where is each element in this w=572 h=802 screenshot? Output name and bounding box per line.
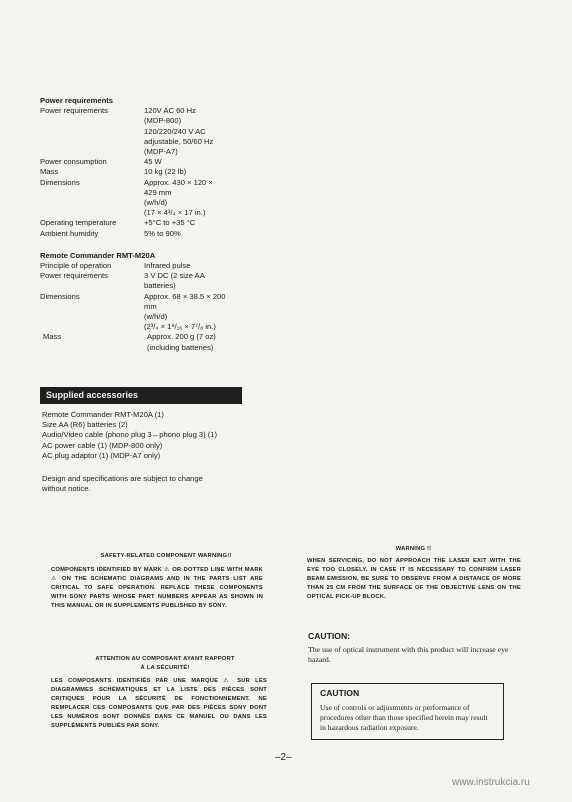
spec-row (40, 218, 300, 228)
safety-warning-title: SAFETY-RELATED COMPONENT WARNING!! (100, 553, 232, 559)
spec-value-line: 120V AC 60 Hz (144, 106, 196, 116)
attention-title-line: ATTENTION AU COMPOSANT AYANT RAPPORT (95, 656, 235, 662)
spec-label: Power requirements (40, 271, 108, 281)
spec-label: Operating temperature (40, 218, 117, 228)
laser-warning-text: WHEN SERVICING, DO NOT APPROACH THE LASER EXIT WITH THE EYE TOO CLOSELY. IN CASE IT IS NECESSARY TO CONFIRM LASER BEAM EMISSION, BE SURE TO OBSERVE FROM A DISTANCE OF MORE THAN 25 CM FROM THE SURFACE OF THE OBJECTIVE LENS ON THE OPTICAL PICK-UP BLOCK. (307, 558, 521, 600)
spec-value-line: 429 mm (144, 187, 172, 197)
accessories-list (42, 410, 302, 461)
spec-value-line: 10 kg (22 lb) (144, 167, 187, 177)
accessory-item: AC plug adaptor (1) (MDP-A7 only) (42, 450, 161, 460)
safety-warning-text: COMPONENTS IDENTIFIED BY MARK ⚠ OR DOTTED LINE WITH MARK ⚠ ON THE SCHEMATIC DIAGRAMS AND IN THE PARTS LIST ARE CRITICAL TO SAFE OPERATION. REPLACE THESE COMPONENTS WITH SONY PARTS WHOSE PART NUMBERS APPEAR AS SHOWN IN THIS MANUAL OR IN SUPPLEMENTS PUBLISHED BY SONY. (51, 567, 263, 609)
spec-value (144, 229, 300, 239)
spec-value-line: batteries) (144, 281, 176, 291)
spec-label: Principle of operation (40, 261, 112, 271)
spec-row (40, 261, 300, 271)
spec-label: Power requirements (40, 106, 108, 116)
spec-value-line: (17 × 4³/₄ × 17 in.) (144, 208, 206, 218)
spec-value-line: (including batteries) (147, 342, 214, 352)
spec-value-line: adjustable, 50/60 Hz (144, 136, 214, 146)
spec-value (144, 157, 300, 167)
spec-value-line: 120/220/240 V AC (144, 126, 206, 136)
power-requirements-heading: Power requirements (40, 96, 114, 105)
spec-value-line: Approx. 200 g (7 oz) (147, 332, 216, 342)
spec-row (40, 106, 300, 157)
spec-value-line: (MDP-A7) (144, 147, 178, 157)
spec-label: Mass (40, 167, 59, 177)
spec-value-line: (w/h/d) (144, 312, 168, 322)
accessory-item: AC power cable (1) (MDP-800 only) (42, 440, 163, 450)
attention-text: LES COMPOSANTS IDENTIFIÉS PAR UNE MARQUE ⚠ SUR LES DIAGRAMMES SCHÉMATIQUES ET LA LISTE DES PIÈCES SONT CRITIQUES POUR LA SÉCURITÉ DE FONCTIONNEMENT. NE REMPLACER CES COMPOSANTS QUE PAR DES PIÈCES SONY DONT LES NUMÉROS SONT DONNÉS DANS CE MANUEL OU DANS LES SUPPLÉMENTS PUBLIÉS PAR SONY. (51, 678, 267, 729)
power-spec-table (40, 106, 300, 239)
attention-title-line: À LA SÉCURITÉ! (140, 665, 190, 671)
spec-value (144, 292, 300, 333)
spec-value-line: mm (144, 301, 157, 311)
spec-value-line: (w/h/d) (144, 198, 168, 208)
spec-row (40, 178, 300, 219)
spec-label: Ambient humidity (40, 228, 99, 238)
spec-row (40, 271, 300, 291)
caution-text: The use of optical instrument with this product will increase eye hazard. (308, 645, 509, 664)
spec-label: Dimensions (40, 177, 80, 187)
laser-caution-box (311, 683, 504, 740)
attention-title (60, 655, 270, 673)
spec-label: Dimensions (40, 291, 80, 301)
spec-row (40, 229, 300, 239)
accessory-item: Size AA (R6) batteries (2) (42, 420, 128, 430)
spec-row (40, 167, 300, 177)
spec-value-line: Approx. 68 × 38.5 × 200 (144, 291, 226, 301)
spec-value-line: (MDP-800) (144, 116, 182, 126)
spec-value (144, 271, 300, 291)
laser-warning-title: WARNING !! (395, 546, 432, 552)
specification-change-note (42, 474, 262, 494)
spec-value (144, 178, 300, 219)
remote-commander-heading: Remote Commander RMT-M20A (40, 250, 156, 260)
supplied-accessories-heading: Supplied accessories (40, 387, 242, 404)
spec-value-line: Approx. 430 × 120 × (144, 177, 213, 187)
spec-label: Power consumption (40, 157, 107, 167)
caution-box-title: CAUTION (320, 688, 360, 698)
spec-value-line: 3 V DC (2 size AA (144, 271, 205, 281)
spec-value-line: 5% to 90% (144, 228, 181, 238)
note-line: Design and specifications are subject to change (42, 474, 203, 483)
spec-value (144, 106, 300, 157)
spec-value-line: (2³/₄ × 1⁹/₁₆ × 7⁷/₈ in.) (144, 322, 216, 332)
spec-value (144, 167, 300, 177)
spec-value-line: Infrared pulse (144, 261, 191, 271)
remote-spec-table (40, 261, 300, 353)
accessory-item: Audio/Video cable (phono plug 3↔phono plug 3) (1) (42, 430, 218, 440)
spec-value (144, 261, 300, 271)
spec-row (40, 292, 300, 333)
spec-value (144, 218, 300, 228)
spec-value (147, 332, 300, 352)
caution-title: CAUTION: (308, 631, 351, 641)
spec-row (40, 157, 300, 167)
spec-value-line: 45 W (144, 157, 162, 167)
spec-row (40, 332, 300, 352)
page-number: –2– (275, 752, 292, 763)
caution-box-text: Use of controls or adjustments or performance of procedures other than those specified herein may result in hazardous radiation exposure. (320, 703, 488, 732)
spec-label: Mass (43, 332, 62, 342)
spec-value-line: +5°C to +35 °C (144, 218, 196, 228)
note-line: without notice. (42, 484, 91, 494)
specifications-section (40, 96, 300, 353)
accessory-item: Remote Commander RMT-M20A (1) (42, 410, 164, 419)
watermark: www.instrukcia.ru (452, 777, 530, 788)
